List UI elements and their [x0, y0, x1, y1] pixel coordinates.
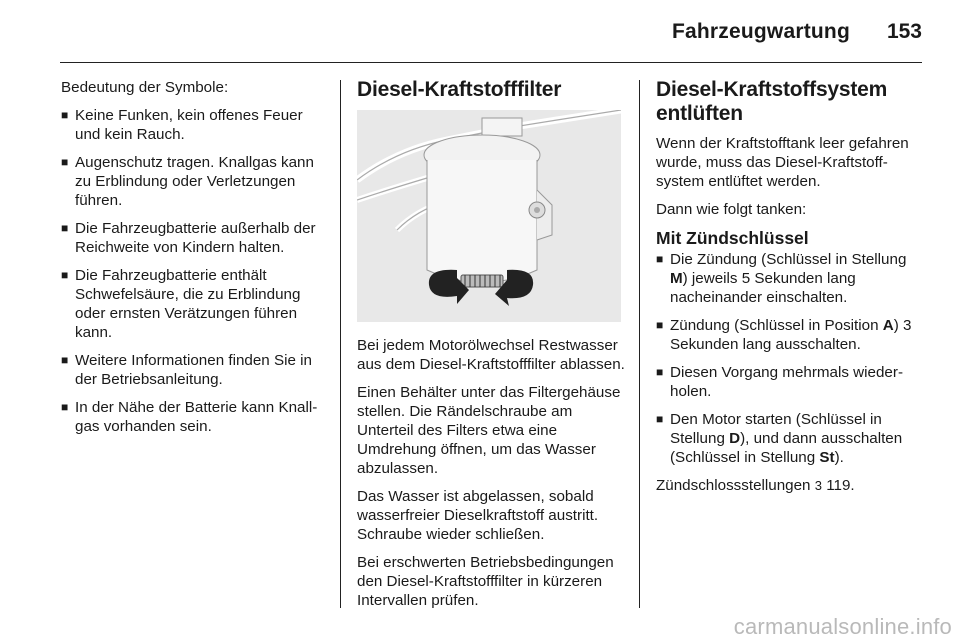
column-divider	[340, 80, 341, 608]
fuel-filter-illustration	[357, 110, 621, 322]
column-divider	[639, 80, 640, 608]
page-header	[60, 0, 922, 63]
diesel-filter-paragraph: Einen Behälter unter das Filtergehäuse stellen. Die Rändelschraube am Unterteil des Filters etwa eine Umdrehung öffnen, um das Wasser abzulassen.	[357, 384, 621, 477]
symbols-list	[61, 106, 325, 436]
bullet: ■	[656, 412, 664, 426]
ignition-key-subheading: Mit Zündschlüssel	[656, 228, 809, 248]
bullet: ■	[656, 365, 664, 379]
ignition-positions-reference: Zündschlossstellungen 3 119.	[656, 477, 855, 494]
page-reference-link[interactable]: 119.	[821, 477, 855, 494]
list-item: ■ Die Fahrzeugbatterie enthält Schwefelsäure, die zu Erblindung oder ernsten Verätzungen führen kann.	[61, 267, 301, 341]
diesel-filter-heading: Diesel-Kraftstofffilter	[357, 78, 562, 101]
watermark: carmanualsonline.info	[733, 614, 952, 639]
diesel-filter-paragraph: Bei jedem Motorölwechsel Restwasser aus dem Diesel-Kraftstofffilter ablassen.	[357, 337, 625, 373]
column-symbols	[61, 78, 325, 445]
fuel-system-heading: Diesel-Kraftstoffsystem entlüften	[656, 78, 888, 125]
list-item: ■ In der Nähe der Batterie kann Knallgas vorhanden sein.	[61, 399, 318, 435]
list-item: ■ Die Fahrzeugbatterie außerhalb der Reichweite von Kindern halten.	[61, 220, 316, 256]
list-item: ■ Weitere Informationen finden Sie in der Betriebsanleitung.	[61, 352, 312, 388]
list-item: ■ Keine Funken, kein offenes Feuer und kein Rauch.	[61, 107, 303, 143]
symbols-intro: Bedeutung der Symbole:	[61, 79, 229, 96]
bullet: ■	[656, 318, 664, 332]
list-item: ■ Zündung (Schlüssel in Position A) 3 Sekunden lang ausschalten.	[656, 317, 912, 353]
list-item: ■ Augenschutz tragen. Knallgas kann zu Erblindung oder Verletzungen führen.	[61, 154, 314, 209]
bullet: ■	[61, 268, 69, 282]
bullet: ■	[61, 108, 69, 122]
section-title: Fahrzeugwartung	[671, 20, 850, 43]
bullet: ■	[61, 353, 69, 367]
bullet: ■	[61, 221, 69, 235]
diesel-filter-paragraph: Das Wasser ist abgelassen, sobald wasserfreier Dieselkraftstoff austritt. Schraube wieder schließen.	[357, 488, 599, 543]
ignition-steps-list	[656, 250, 924, 467]
column-fuel-system-bleeding	[656, 78, 924, 504]
bullet: ■	[61, 400, 69, 414]
bullet: ■	[61, 155, 69, 169]
bullet: ■	[656, 252, 664, 266]
list-item: ■ Diesen Vorgang mehrmals wiederholen.	[656, 364, 903, 400]
list-item: ■ Die Zündung (Schlüssel in Stellung M) jeweils 5 Sekunden lang nacheinander einschalten.	[656, 251, 907, 306]
column-diesel-filter	[357, 78, 625, 619]
fuel-system-paragraph: Wenn der Kraftstofftank leer gefahren wurde, muss das Diesel-Kraftstoffsystem entlüftet werden.	[656, 135, 909, 190]
diesel-filter-paragraph: Bei erschwerten Betriebsbedingungen den Diesel-Kraftstofffilter in kürzeren Intervallen prüfen.	[357, 554, 614, 609]
list-item: ■ Den Motor starten (Schlüssel in Stellung D), und dann ausschalten (Schlüssel in Stellung St).	[656, 411, 903, 466]
fuel-system-paragraph: Dann wie folgt tanken:	[656, 201, 807, 218]
page-number: 153	[886, 20, 922, 43]
page-reference-arrow-icon: 3	[814, 478, 822, 493]
